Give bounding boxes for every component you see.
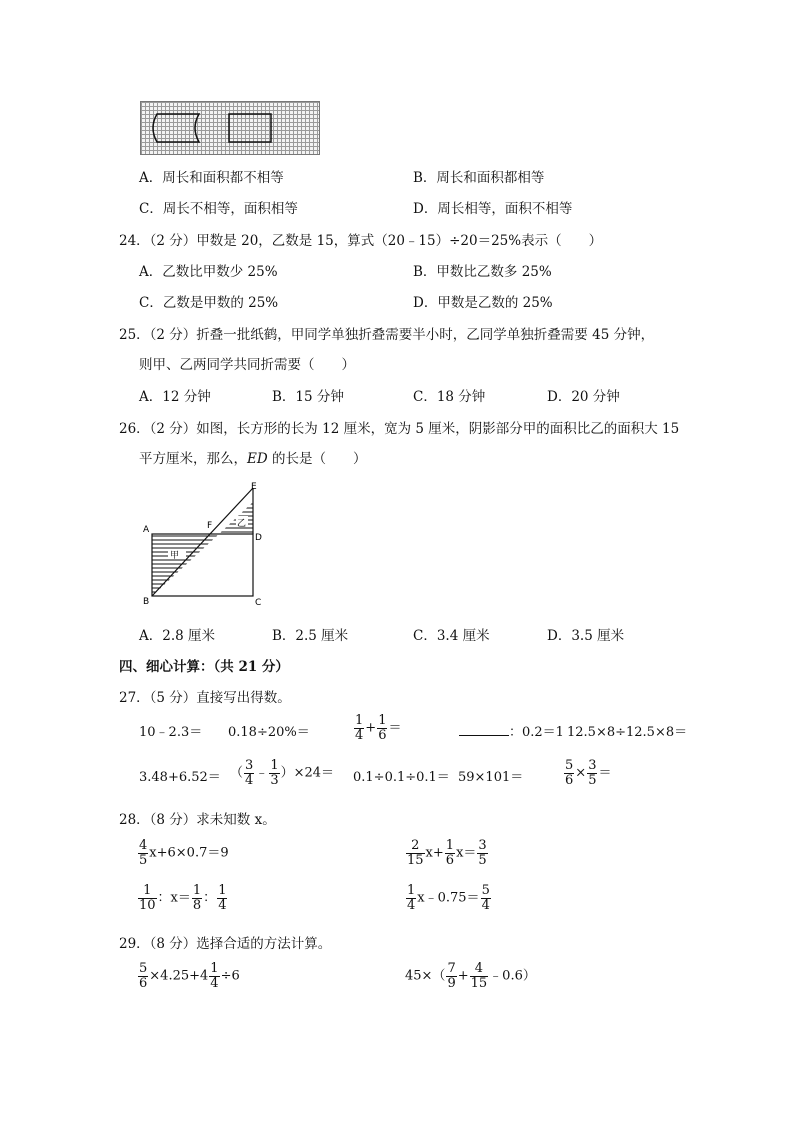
fraction: $\frac{4}{5}$ <box>139 838 148 868</box>
q25-option-b: B．15 分钟 <box>272 389 344 405</box>
q24-option-b: B．甲数比乙数多 25% <box>413 264 552 280</box>
q27-expr-9: 59×101＝ <box>458 770 524 785</box>
q25-option-c: C．18 分钟 <box>413 389 486 405</box>
q26-option-c: C．3.4 厘米 <box>413 628 490 644</box>
fraction: $\frac{5}{4}$ <box>481 883 490 913</box>
q26-point-a: A <box>143 525 150 535</box>
q29-expression-2: 45×（ $\frac{7}{9}$ + $\frac{4}{15}$ ﹣0.6） <box>405 961 536 991</box>
q26-label-jia: 甲 <box>170 551 180 561</box>
q27-expr-10: $\frac{5}{6}$ × $\frac{3}{5}$ ＝ <box>565 758 612 788</box>
q28-equation-4: $\frac{1}{4}$ x﹣0.75＝ $\frac{5}{4}$ <box>407 883 490 913</box>
q27-expr-8: 0.1÷0.1÷0.1＝ <box>353 770 450 785</box>
q27-expr-5: 12.5×8÷12.5×8＝ <box>567 725 688 740</box>
answer-blank[interactable] <box>459 723 509 736</box>
fraction: $\frac{7}{9}$ <box>447 961 456 991</box>
q26-point-e: E <box>251 482 257 492</box>
fraction: $\frac{5}{6}$ <box>139 961 148 991</box>
fraction: $\frac{1}{4}$ <box>218 883 227 913</box>
q29-expression-1: $\frac{5}{6}$ ×4.25+4 $\frac{1}{4}$ ÷6 <box>139 961 240 991</box>
q26-point-f: F <box>207 521 213 531</box>
q23-shapes <box>141 102 319 154</box>
q28-equation-1: $\frac{4}{5}$ x+6×0.7＝9 <box>139 838 229 868</box>
q27-expr-4: ：0.2＝1 <box>459 721 564 740</box>
fraction: $\frac{1}{4}$ <box>210 961 219 991</box>
q27-expr-3: $\frac{1}{4}$ + $\frac{1}{6}$ ＝ <box>355 713 402 743</box>
q28-equation-2: $\frac{2}{15}$ x+ $\frac{1}{6}$ x＝ $\frac{3}{5}$ <box>407 838 487 868</box>
q27-expr-6: 3.48+6.52＝ <box>139 770 221 785</box>
fraction: $\frac{2}{15}$ <box>407 838 424 868</box>
q25-question-line2: 则甲、乙两同学共同折需要（ ） <box>139 357 355 373</box>
q27-expr-2: 0.18÷20%＝ <box>228 725 310 740</box>
fraction: $\frac{4}{15}$ <box>470 961 488 991</box>
q27-question: 27．（5 分）直接写出得数。 <box>119 690 291 706</box>
q26-label-yi: 乙 <box>237 519 247 529</box>
q26-option-a: A．2.8 厘米 <box>139 628 216 644</box>
fraction: $\frac{1}{8}$ <box>192 883 202 913</box>
fraction: $\frac{3}{5}$ <box>478 838 487 868</box>
q28-equation-3: $\frac{1}{10}$ ：x＝ $\frac{1}{8}$ ： $\frac{1}{4}$ <box>139 883 227 913</box>
q24-option-a: A．乙数比甲数少 25% <box>139 264 278 280</box>
q23-option-b: B．周长和面积都相等 <box>413 170 545 186</box>
q24-question: 24．（2 分）甲数是 20，乙数是 15，算式（20﹣15）÷20＝25%表示（ ） <box>119 233 603 249</box>
q25-question-line1: 25．（2 分）折叠一批纸鹤，甲同学单独折叠需要半小时，乙同学单独折叠需要 45 分钟， <box>119 327 655 343</box>
fraction: $\frac{3}{4}$ <box>245 758 254 788</box>
q24-option-c: C．乙数是甲数的 25% <box>139 295 279 311</box>
q23-option-d: D．周长相等，面积不相等 <box>413 201 573 217</box>
fraction: $\frac{1}{10}$ <box>139 883 156 913</box>
fraction: $\frac{5}{6}$ <box>565 758 574 788</box>
q26-question-line1: 26．（2 分）如图，长方形的长为 12 厘米，宽为 5 厘米，阴影部分甲的面积比乙的面积大 15 <box>119 421 680 437</box>
fraction: $\frac{1}{6}$ <box>445 838 455 868</box>
q27-expr-1: 10﹣2.3＝ <box>139 725 203 740</box>
fraction: $\frac{3}{5}$ <box>588 758 597 788</box>
q26-option-d: D．3.5 厘米 <box>547 628 625 644</box>
q26-option-b: B．2.5 厘米 <box>272 628 349 644</box>
q27-expr-7: （ $\frac{3}{4}$ ﹣ $\frac{1}{3}$ ）×24＝ <box>230 758 335 788</box>
q26-question-text-a: 平方厘米，那么， <box>139 451 247 467</box>
fraction: $\frac{1}{6}$ <box>378 713 387 743</box>
q23-option-a: A．周长和面积都不相等 <box>139 170 284 186</box>
q25-option-a: A．12 分钟 <box>139 389 211 405</box>
fraction: $\frac{1}{4}$ <box>355 713 364 743</box>
q23-grid-figure <box>140 101 320 155</box>
q25-option-d: D．20 分钟 <box>547 389 620 405</box>
q26-point-b: B <box>143 597 150 607</box>
q23-option-c: C．周长不相等，面积相等 <box>139 201 298 217</box>
q26-point-c: C <box>255 598 262 608</box>
q26-question-text-c: 的长是（ ） <box>267 451 367 467</box>
q26-question-line2 <box>139 447 366 467</box>
q29-question: 29．（8 分）选择合适的方法计算。 <box>119 936 332 952</box>
q26-point-d: D <box>255 533 262 543</box>
q28-question: 28．（8 分）求未知数 x。 <box>119 812 276 828</box>
fraction: $\frac{1}{3}$ <box>270 758 279 788</box>
q24-option-d: D．甲数是乙数的 25% <box>413 295 553 311</box>
q26-rectangle-figure <box>140 478 270 610</box>
fraction: $\frac{1}{4}$ <box>407 883 416 913</box>
section-four-title: 四、细心计算：（共 21 分） <box>119 659 289 675</box>
q26-segment-ed: ED <box>247 451 268 467</box>
